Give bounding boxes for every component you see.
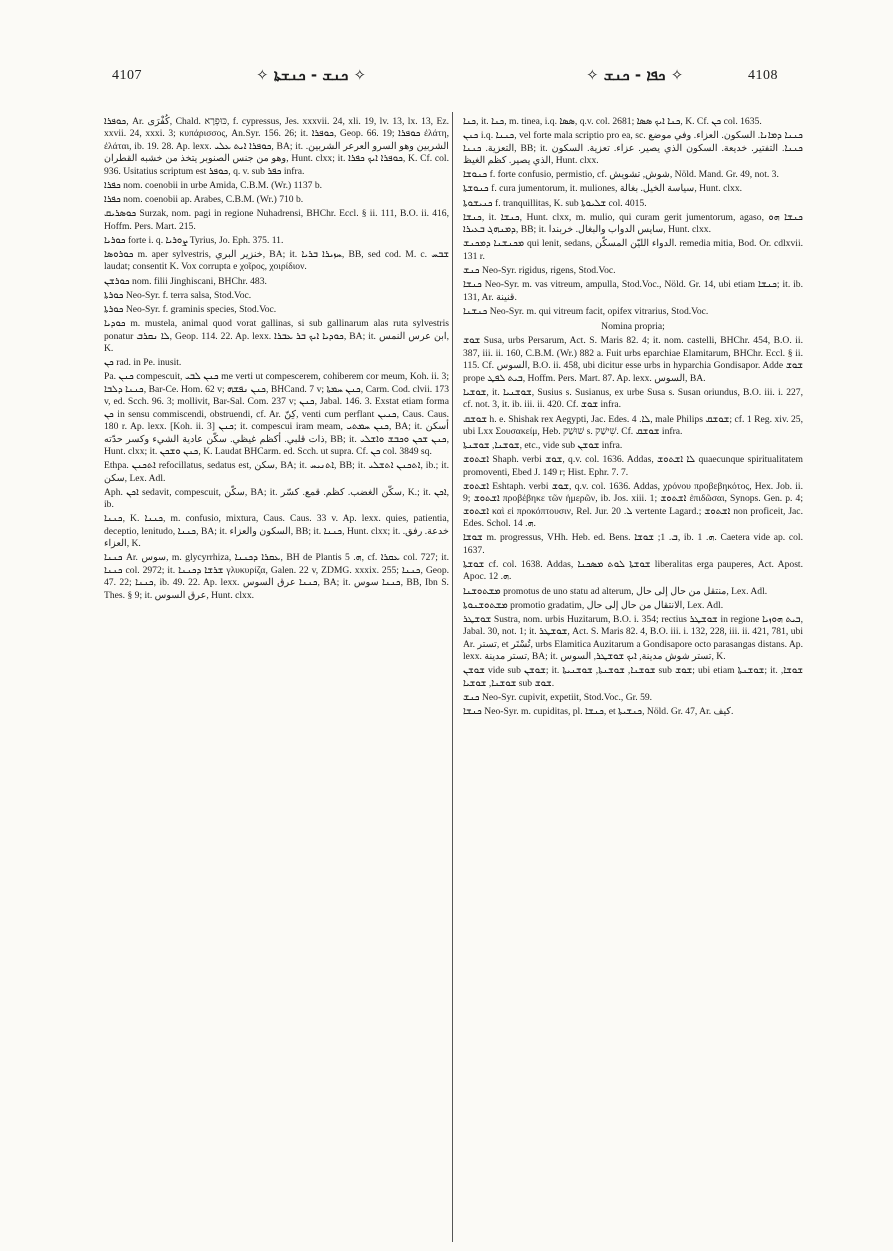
entry: ܟܢܫܐ Neo-Syr. m. vas vitreum, ampulla, Stod.Voc., Nöld. Gr. 14, ubi etiam ܟܢܫܐ; it. ib. 131, Ar. قنينة. xyxy=(463,279,803,303)
page-header xyxy=(0,64,893,94)
entry: ܟܘܕܝܐ m. mustela, animal quod vorat gallinas, si sub gallinarum alas ruta sylvestris ponatur ܠܐ ܢܩܪܒ, Geop. 114. 22. Ap. lexx. ܟܘܕܝܐ ܐܝܟ ܒܪ ܥܒܪܐ, BA; it. ابن عرس النمس, K. xyxy=(104,318,449,355)
section-heading: Nomina propria; xyxy=(601,321,665,333)
entry: ܐܫܬܘܫ Eshtaph. verbi ܫܘܫ, q.v. col. 1636. Addas, χρόνου προβεβηκότος, Hex. Job. ii. 9; ܐܫܬܘܫ προβέβηκε τῶν ἡμερῶν, ib. Jos. xiii. 1; ܐܫܬܘܫ ἐπιδῶσαι, Synops. Gen. p. 4; ܐܫܬܘܫ καὶ εἰ προκόπτουσιν, Rel. Jur. ܠ. 20 vertente Lagard.; ܐܫܬܘܫ non proficeit, Jac. Edes. Schol. ܗ. 14. xyxy=(463,480,803,530)
left-page-number: 4107 xyxy=(112,68,142,83)
right-column xyxy=(463,116,803,720)
entry: ܟܢܫ Neo-Syr. rigidus, rigens, Stod.Voc. xyxy=(463,265,616,277)
entry: ܫܘܫܐ m. progressus, VHh. Heb. ed. Bens. ܒ. 1; ܫܘܫܐ, ib. ܗ. 1. Caetera vide ap. col. 1637. xyxy=(463,532,803,556)
entry: ܟܢܢܐ Ar. سوس, m. glycyrrhiza, ܥܩܪܐ ܕܟܢܢܐ, BH de Plantis ܗ. 5, cf. ܥܩܪܐ col. 727; it. ܟܢܢܐ col. 2972; it. ܫܪܫܐ ܕܟܢܢܐ γλυκυρίζα, Galen. 22 v, ZDMG. xxxix. 255; ܟܢܢܐ, Geop. 47. 22; ܟܢܢܐ, ib. 49. 22. Ap. lexx. ܟܢܢܐ عرق السوس, BA; it. ܟܢܢܐ سوس, BB, Ibn S. Thes. § 9; it. عرق السوس, Hunt. clxx. xyxy=(104,552,450,601)
entry: ܫܘܫܬܐ cf. col. 1638. Addas, ܫܘܫܬܐ ܠܘܬ ܡܣܟܢܐ liberalitas erga pauperes, Act. Apost. Apoc. ܗ. 12. xyxy=(463,558,803,583)
entry: ܟܢܫܐ Neo-Syr. m. cupiditas, pl. ܟܢܫܐ, et ܟܢܫܝܬܐ, Nöld. Gr. 47, Ar. كيف. xyxy=(463,706,734,718)
entry: ܫܘܫܢ vide sub ܫܘܫܢ; it. ܫܘܫܢܐ, ܫܘܫܢܬܐ, ܫܘܫܢܝܬܐ sub ܫܘܫ; ubi etiam ܫܘܫܢܬܐ; it. ܫܘܫܐ, ܫܘܫܢܐ, ܫܘܫܝܐ sub ܫܘܫ. xyxy=(463,665,804,689)
entry: ܟܢܢ i.q. ܟܢܢܐ, vel forte mala scriptio pro ea, sc. ܟܢܢܐ ܕܡܐܢܐ. السكون. العزاء. وفي موضع التعزية. ܟܢܢܐ, BB; it. ܟܢܢܐ. التفتير. خديعة. السكون الذي يصير. عزاء. تعزية. السكون الذي يصير. كظم الغيظ, Hunt. clxx. xyxy=(463,130,804,167)
entry: ܡܫܬܘܫܢܘܬܐ promotio gradatim, الانتقال من حال إلى حال, Lex. Adl. xyxy=(463,599,724,611)
entry: ܟܢܘܫܬܐ f. cura jumentorum, it. muliones, سياسة الخيل. بغالة, Hunt. clxx. xyxy=(463,183,743,195)
entry: ܟܘܪܬܐ Neo-Syr. f. terra salsa, Stod.Voc. xyxy=(104,289,252,301)
entry: ܫܘܫܢܐ, ܫܘܫܢܬܐ, etc., vide sub ܫܘܫܢ infra. xyxy=(463,440,623,452)
entry: ܫܘܫܝܐ, it. ܫܘܫܢܝܐ, Susius s. Susianus, ex urbe Susa s. Susan oriundus, B.O. iii. i. 227, cf. not. 3, it. ib. iii. ii. 420. Cf. ܫܘܫ infra. xyxy=(463,386,803,411)
right-running-title: ✧ ܟܦܐ - ܟܢܫ ✧ xyxy=(586,66,684,84)
entry: Ethpa. ܐܬܟܢܢ refocillatus, sedatus est, سكن, BA; it. ܐܬܢܝܚ, BB; it. ܐܬܟܢܢ ܐܬܫܠܝ, ib.; it. سكن, Lex. Adl. xyxy=(104,460,449,484)
entry: Pa. ܟܢܢ compescuit, ܟܢܢ ܠܒܝ me verti ut compescerem, cohiberem cor meum, Koh. ii. 3; ܟܢܢܐ ܕܠܒܐ, Bar-Ce. Hom. 62 v; ܟܢܢ ܢܦܫܗ, BHCand. 7 v; ܟܢܢ ܚܡܬܐ, Carm. Cod. clvii. 173 v, ed. Scch. 96. 3; mollivit, Bar-Sal. Com. 237 v; ܟܢܢ, Jabal. 146. 3. Exstat etiam forma ܟܢ in sensu commiscendi, obstruendi, cf. Ar. كِنّ, venti cum perflant ܟܢܝܢ, Caus. Caus. 180 r. Ap. lexx. [Koh. ii. 3] ܟܢܢ; it. compescui iram meam, ܟܢܢ ܚܡܬܝ, BA; it. أسكن ذات قلبي. أكظم غيظي. سكّن عادية الشيء وكسر حدّته, BB; it. ܟܢܢ ܫܟܢ ܘܟܒܫ ܘܐܫܠܝ, Hunt. clxx; it. ܟܢܢ ܘܫܟܢ, K. Laudat BHCarm. ed. Scch. ut supra. Cf. ܟܢ col. 3849 sq. xyxy=(104,371,450,457)
entry: ܐܫܬܘܫ Shaph. verbi ܫܘܫ, q.v. col. 1636. Addas, ܠܐ ܐܫܬܘܫ quaecunque spiritualitatem promoventi, Ebed J. 149 r; Hist. Ephr. 7. 7. xyxy=(463,454,804,478)
left-running-title: ✧ ܟܢܫ - ܟܢܫܬܐ ✧ xyxy=(256,66,367,84)
entry: ܟܢܐ, it. ܟܢܐ, m. tinea, i.q. ܣܣܐ, q.v. col. 2681; ܟܢܐ ܐܝܟ ܣܣܐ, K. Cf. ܟܢ col. 1635. xyxy=(463,116,762,127)
entry: ܟܘܪܝܐ forte i. q. ܨܘܪܝܐ Tyrius, Jo. Eph. 375. 11. xyxy=(104,234,284,246)
entry: ܟܦܪܐ nom. coenobii in urbe Amida, C.B.M. (Wr.) 1137 b. xyxy=(104,179,323,191)
entry: ܡܫܬܘܫܢܐ promotus de uno statu ad alterum, منتقل من حال إلى حال, Lex. Adl. xyxy=(463,585,768,597)
entry: ܟܘܪܬܐ Neo-Syr. f. graminis species, Stod.Voc. xyxy=(104,304,277,316)
right-page-number: 4108 xyxy=(748,68,778,83)
entry: ܟܦܪܐ nom. coenobii ap. Arabes, C.B.M. (Wr.) 710 b. xyxy=(104,194,304,206)
entry: Aph. ܐܟܢ sedavit, compescuit, سكّن, BA; it. سكّن الغضب. كظم. قمع. كسّر, K.; it. ܐܟܢ, ib. xyxy=(104,486,449,511)
entry: ܟܢ rad. in Pe. inusit. xyxy=(104,357,182,369)
entry: ܟܢܫܢܐ Neo-Syr. m. qui vitreum facit, opifex vitrarius, Stod.Voc. xyxy=(463,305,709,317)
entry: ܟܘܪܫܢ nom. filii Jinghiscani, BHChr. 483. xyxy=(104,275,267,287)
entry: ܟܢܫܐ, it. ܟܢܫܐ, Hunt. clxx, m. mulio, qui curam gerit jumentorum, agaso, ܟܢܫܐ ܗܘ ܕܡܢܗܓ ܒܥܝܪܐ, BB; it. سايس الدواب والبغال. خربندا, Hunt. clxx. xyxy=(463,211,803,236)
entry: ܟܘܪܘܣܐ m. aper sylvestris, خنزير البري, BA; it. ܚܙܝܪܐ ܒܪܝܐ, BB, sed cod. M. c. ܫܒܚ laudat; consentit K. Vox corrupta e χοῖρος, χοιρίδιον. xyxy=(104,249,449,273)
column-divider xyxy=(452,112,453,1242)
entry: ܟܘܣܪܝܩ Surzak, nom. pagi in regione Nuhadrensi, BHChr. Eccl. § ii. 111, B.O. ii. 416, Hoffm. Pers. Mart. 215. xyxy=(104,208,449,232)
entry: ܫܘܫ Susa, urbs Persarum, Act. S. Maris 82. 4; it. nom. castelli, BHChr. 454, B.O. ii. 387, iii. ii. 160, C.B.M. (Wr.) 882 a. Fuit urbs eparchiae Elamitarum, BHChr. Eccl. § ii. 115. Cf. السوس, B.O. ii. 458, ubi dicitur esse urbs in hyparchia Gondisapor. Adde ܫܘܫ prope ܒܝܬ ܠܦܛ, Hoffm. Pers. Mart. 87. Ap. lexx. السوس, BA. xyxy=(463,335,803,384)
left-column xyxy=(104,116,449,604)
entry: ܟܢܝܫܘܬܐ f. tranquillitas, K. sub ܫܠܝܘܬܐ col. 4015. xyxy=(463,197,647,209)
entry: ܟܘܦܪܐ, Ar. كُفْرَى, Chald. כּוּפְרָא, f. cypressus, Jes. xxxvii. 24, xli. 19, lv. 13, lx. 13, Ez. xxvii. 24, xxxi. 3; κυπάρισσος, An.Syr. 156. 26; it. ܟܘܦܪܐ, Geop. 66. 19; ܟܘܦܪܐ ἐλάτη, ἐλάται, ib. 19. 28. Ap. lexx. ܟܘܦܪܐ ܐܝܬ ܥܠܝ, BA; it. الشربين وهو السرو العرعر الشربين. وهو من جنس الصنوبر يتخذ من خشبه القطران, Hunt. clxx; it. ܟܘܦܪܐ ܐܝܟ ܟܦܪܐ, K. Cf. col. 936. Usitatius scriptum est ܟܘܦܪ, q. v. sub ܟܦܪ infra. xyxy=(104,116,450,177)
entry: ܟܢܫ Neo-Syr. cupivit, expetiit, Stod.Voc., Gr. 59. xyxy=(463,692,653,703)
entry: ܫܘܫܛܪ Sustra, nom. urbis Huzitarum, B.O. i. 354; rectius ܫܘܫܛܪ in regione ܒܝܬ ܗܘܙܝܐ, Jabal. 30, not. 1; it. ܫܘܫܛܪ, Act. S. Maris 82. 4, B.O. iii. i. 132, 228, iii. ii. 421, 781, ubi Ar. تستر, et تُسْتَر, urbs Elamitica Auzitarum a Gondisapore octo parasangas distans. Ap. lexx. تستر مدينة, BA; it. تستر شوش مدينة, ܐܝܟ ܫܘܫܛܪ, السوس, K. xyxy=(463,613,803,663)
entry: ܟܢܢܐ, K. ܟܢܢܐ, m. confusio, mixtura, Caus. Caus. 33 v. Ap. lexx. quies, patientia, deceptio, lenitudo, ܟܢܢܐ, BA; it. السكون والعزاء, BB; it. ܟܢܢܐ, Hunt. clxx; it. خدعة. رفق. العزاء, K. xyxy=(104,513,449,550)
entry: ܫܘܫܩ h. e. Shishak rex Aegypti, Jac. Edes. ܠܐ. 4, male Philips ܫܘܫܩ; cf. 1 Reg. xiv. 25, ubi Lxx Σουσακείμ, Heb. שׁוּשַׁק s. שִׁישַׁק. Cf. ܫܘܫܩ infra. xyxy=(463,413,803,437)
entry: ܟܢܘܫܐ f. forte confusio, permistio, cf. شوش, تشويش, Nöld. Mand. Gr. 49, not. 3. xyxy=(463,169,779,181)
entry: ܡܟܢܫܢܐ ܕܡܟܢܫ qui lenit, sedans, الدواء الليّن المسكّن. remedia mitia, Bod. Or. cdlxvii. 131 r. xyxy=(463,238,804,262)
